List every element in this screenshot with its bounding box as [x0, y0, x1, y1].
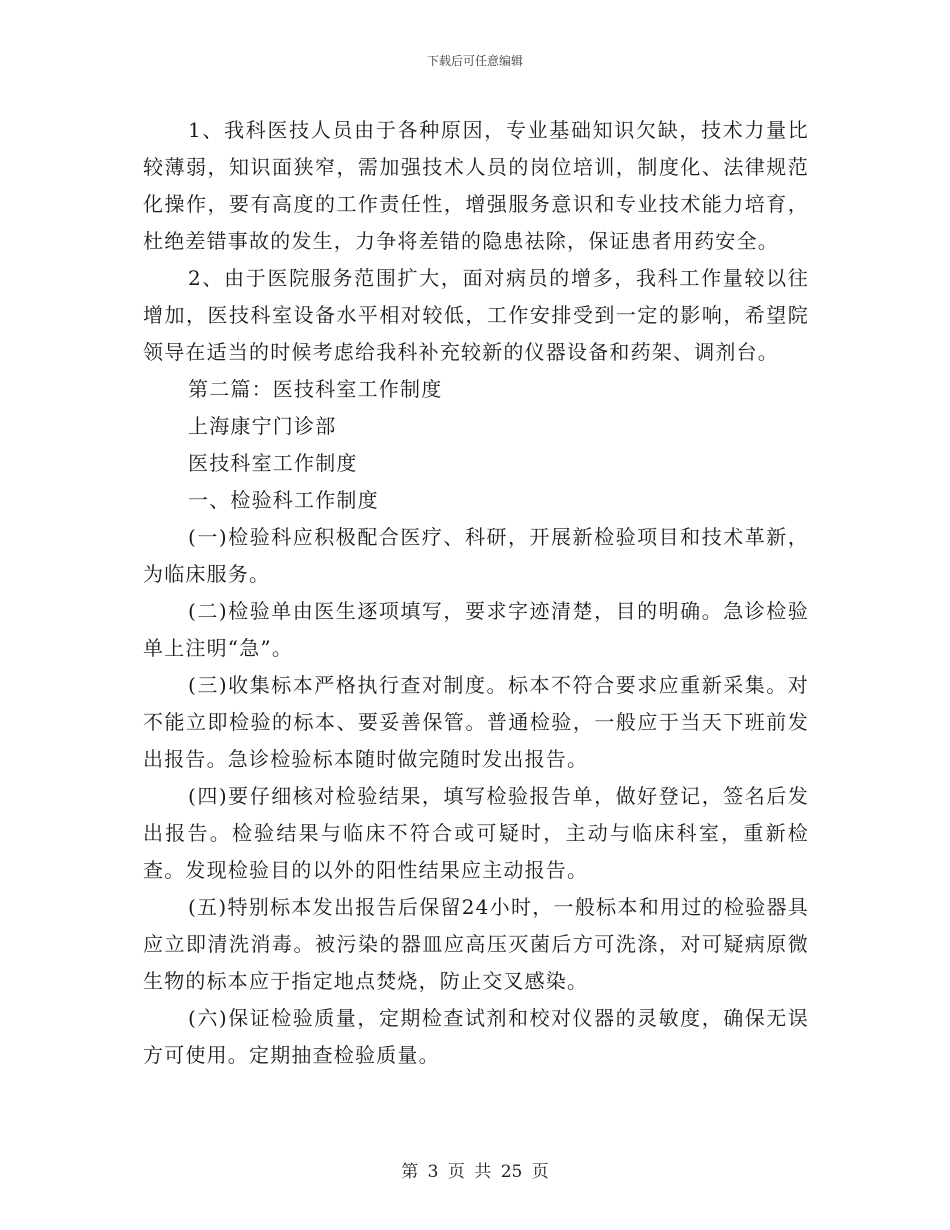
organization-name: 上海康宁门诊部: [188, 414, 337, 438]
paragraph: 1、我科医技人员由于各种原因，专业基础知识欠缺，技术力量比较薄弱，知识面狭窄，需加强技术人员的岗位培训，制度化、法律规范化操作，要有高度的工作责任性，增强服务意识和专业技术能力培育，杜绝差错事故的发生，力争将差错的隐患祛除，保证患者用药安全。: [143, 118, 809, 253]
paragraph: (二)检验单由医生逐项填写，要求字迹清楚，目的明确。急诊检验单上注明“急”。: [143, 599, 809, 660]
subsection-heading: 一、检验科工作制度: [188, 488, 379, 512]
paragraph: 2、由于医院服务范围扩大，面对病员的增多，我科工作量较以往增加，医技科室设备水平相对较低，工作安排受到一定的影响，希望院领导在适当的时候考虑给我科补充较新的仪器设备和药架、调剂台。: [143, 266, 809, 364]
paragraph: (六)保证检验质量，定期检查试剂和校对仪器的灵敏度，确保无误方可使用。定期抽查检验质量。: [143, 1006, 809, 1067]
document-body: [143, 112, 809, 1074]
paragraph: (五)特别标本发出报告后保留24小时，一般标本和用过的检验器具应立即清洗消毒。被污染的器皿应高压灭菌后方可洗涤，对可疑病原微生物的标本应于指定地点焚烧，防止交叉感染。: [143, 895, 809, 993]
page-header: 下载后可任意编辑: [426, 54, 523, 68]
paragraph: (一)检验科应积极配合医疗、科研，开展新检验项目和技术革新，为临床服务。: [143, 525, 809, 586]
page-footer: 第 3 页 共 25 页: [401, 1162, 549, 1182]
paragraph: (四)要仔细核对检验结果，填写检验报告单，做好登记，签名后发出报告。检验结果与临床不符合或可疑时，主动与临床科室，重新检查。发现检验目的以外的阳性结果应主动报告。: [143, 784, 809, 882]
section-heading: 第二篇：医技科室工作制度: [188, 377, 443, 401]
paragraph: (三)收集标本严格执行查对制度。标本不符合要求应重新采集。对不能立即检验的标本、要妥善保管。普通检验，一般应于当天下班前发出报告。急诊检验标本随时做完随时发出报告。: [143, 673, 809, 771]
document-title: 医技科室工作制度: [188, 451, 358, 475]
